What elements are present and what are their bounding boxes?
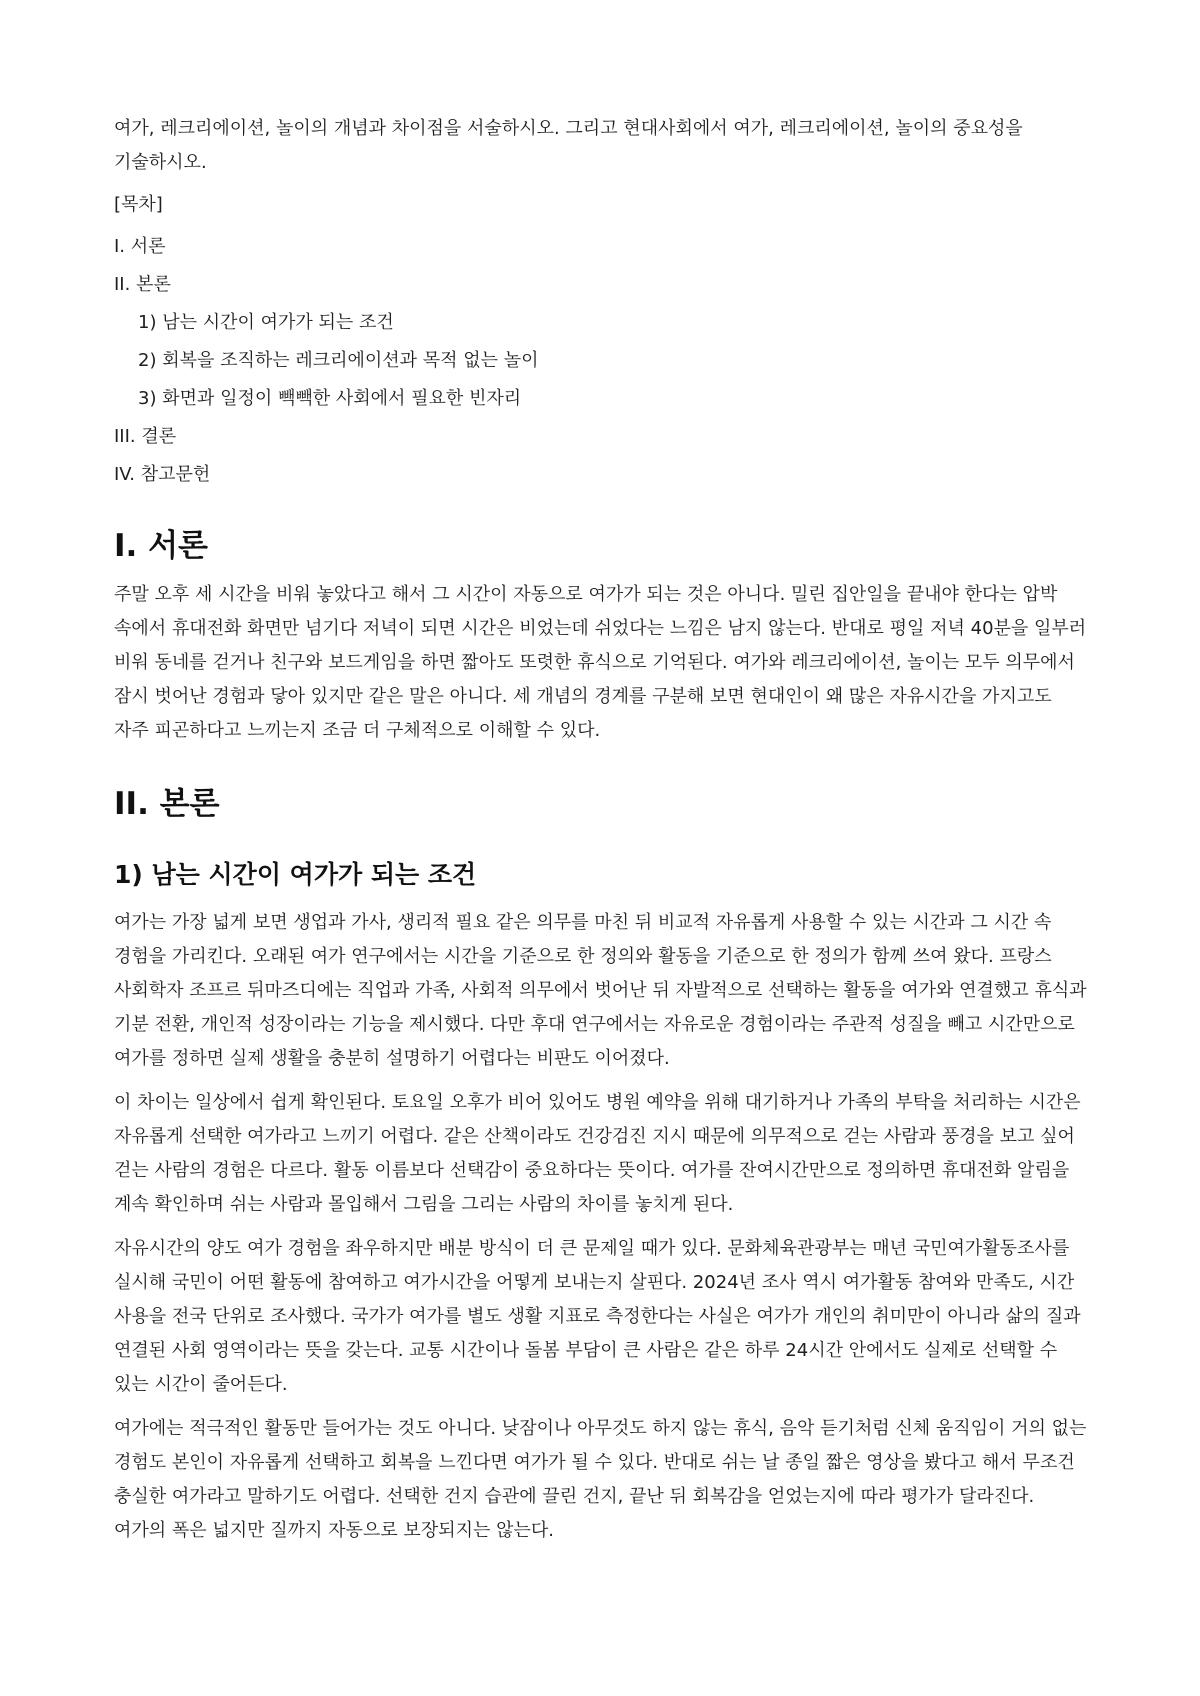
body-paragraph: 여가는 가장 넓게 보면 생업과 가사, 생리적 필요 같은 의무를 마친 뒤 비교적 자유롭게 사용할 수 있는 시간과 그 시간 속 경험을 가리킨다. 오래된 여가 연구에서는 시간을 기준으로 한 정의와 활동을 기준으로 한 정의가 함께 쓰여 왔다. 프랑스 사회학자 조프르 뒤마즈디에는 직업과 가족, 사회적 의무에서 벗어난 뒤 자발적으로 선택하는 활동을 여가와 연결했고 휴식과 기분 전환, 개인적 성장이라는 기능을 제시했다. 다만 후대 연구에서는 자유로운 경험이라는 주관적 성질을 빼고 시간만으로 여가를 정하면 실제 생활을 충분히 설명하기 어렵다는 비판도 이어졌다.	[114, 912, 1087, 1069]
toc-item-body-3: 3) 화면과 일정이 빽빽한 사회에서 필요한 빈자리	[138, 388, 522, 409]
body-heading: II. 본론	[114, 786, 220, 822]
body-paragraph: 자유시간의 양도 여가 경험을 좌우하지만 배분 방식이 더 큰 문제일 때가 있다. 문화체육관광부는 매년 국민여가활동조사를 실시해 국민이 어떤 활동에 참여하고 여가시간을 어떻게 보내는지 살핀다. 2024년 조사 역시 여가활동 참여와 만족도, 시간 사용을 전국 단위로 조사했다. 국가가 여가를 별도 생활 지표로 측정한다는 사실은 여가가 개인의 취미만이 아니라 삶의 질과 연결된 사회 영역이라는 뜻을 갖는다. 교통 시간이나 돌봄 부담이 큰 사람은 같은 하루 24시간 안에서도 실제로 선택할 수 있는 시간이 줄어든다.	[114, 1238, 1081, 1395]
toc-item-intro: I. 서론	[114, 236, 166, 257]
toc-title: [목차]	[114, 194, 163, 215]
toc-item-conclusion: III. 결론	[114, 426, 177, 447]
body-paragraph: 이 차이는 일상에서 쉽게 확인된다. 토요일 오후가 비어 있어도 병원 예약을 위해 대기하거나 가족의 부탁을 처리하는 시간은 자유롭게 선택한 여가라고 느끼기 어렵다. 같은 산책이라도 건강검진 지시 때문에 의무적으로 걷는 사람과 풍경을 보고 싶어 걷는 사람의 경험은 다르다. 활동 이름보다 선택감이 중요하다는 뜻이다. 여가를 잔여시간만으로 정의하면 휴대전화 알림을 계속 확인하며 쉬는 사람과 몰입해서 그림을 그리는 사람의 차이를 놓치게 된다.	[114, 1092, 1081, 1215]
body-paragraph: 여가에는 적극적인 활동만 들어가는 것도 아니다. 낮잠이나 아무것도 하지 않는 휴식, 음악 듣기처럼 신체 움직임이 거의 없는 경험도 본인이 자유롭게 선택하고 회복을 느낀다면 여가가 될 수 있다. 반대로 쉬는 날 종일 짧은 영상을 봤다고 해서 무조건 충실한 여가라고 말하기도 어렵다. 선택한 건지 습관에 끌린 건지, 끝난 뒤 회복감을 얻었는지에 따라 평가가 달라진다. 여가의 폭은 넓지만 질까지 자동으로 보장되지는 않는다.	[114, 1418, 1087, 1541]
toc-item-body-2: 2) 회복을 조직하는 레크리에이션과 목적 없는 놀이	[138, 350, 539, 371]
assignment-question: 여가, 레크리에이션, 놀이의 개념과 차이점을 서술하시오. 그리고 현대사회에서 여가, 레크리에이션, 놀이의 중요성을 기술하시오.	[114, 118, 1023, 173]
toc-item-body: II. 본론	[114, 274, 171, 295]
intro-paragraph: 주말 오후 세 시간을 비워 놓았다고 해서 그 시간이 자동으로 여가가 되는 것은 아니다. 밀린 집안일을 끝내야 한다는 압박 속에서 휴대전화 화면만 넘기다 저녁이 되면 시간은 비었는데 쉬었다는 느낌은 남지 않는다. 반대로 평일 저녁 40분을 일부러 비워 동네를 걷거나 친구와 보드게임을 하면 짧아도 또렷한 휴식으로 기억된다. 여가와 레크리에이션, 놀이는 모두 의무에서 잠시 벗어난 경험과 닿아 있지만 같은 말은 아니다. 세 개념의 경계를 구분해 보면 현대인이 왜 많은 자유시간을 가지고도 자주 피곤하다고 느끼는지 조금 더 구체적으로 이해할 수 있다.	[114, 584, 1087, 741]
toc-item-body-1: 1) 남는 시간이 여가가 되는 조건	[138, 312, 394, 333]
intro-heading: I. 서론	[114, 528, 208, 564]
table-of-contents	[114, 190, 1092, 490]
toc-item-references: IV. 참고문헌	[114, 464, 211, 485]
subsection-1-heading: 1) 남는 시간이 여가가 되는 조건	[114, 860, 477, 889]
